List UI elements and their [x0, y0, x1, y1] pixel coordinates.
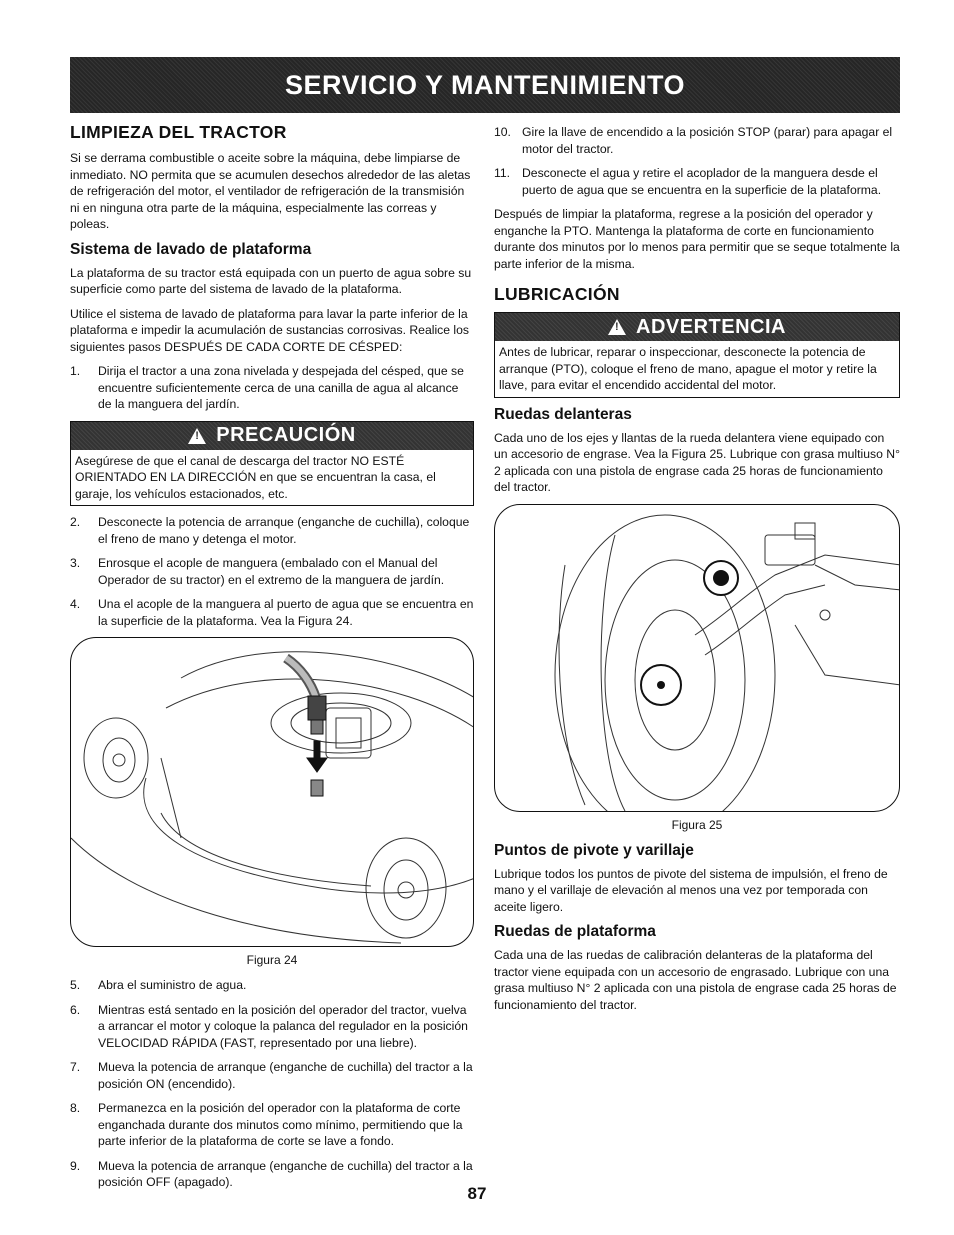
deck-wash-p1: La plataforma de su tractor está equipada con un puerto de agua sobre su superficie como parte del sistema de lavado de la plataforma.: [70, 265, 472, 296]
step-item: [70, 596, 474, 629]
step-number: 8.: [70, 1101, 81, 1115]
step-item: [494, 124, 900, 157]
step-text: Desconecte la potencia de arranque (enganche de cuchilla), coloque el freno de mano y detenga el motor.: [98, 515, 470, 546]
warning-header: [495, 313, 899, 341]
front-wheels-title: Ruedas delanteras: [494, 405, 632, 423]
page-number: 87: [467, 1184, 487, 1203]
section-banner: [70, 57, 900, 113]
right-column: [494, 124, 900, 1021]
front-wheel-drawing: [495, 505, 900, 811]
step-number: 11.: [494, 166, 511, 180]
warning-triangle-icon: [188, 428, 206, 444]
step-number: 1.: [70, 364, 81, 378]
step-item: [70, 363, 474, 413]
warning-box: [494, 312, 900, 398]
step-number: 4.: [70, 597, 81, 611]
front-wheels-text: Cada uno de los ejes y llantas de la rueda delantera viene equipado con un accesorio de engrase. Vea la Figura 25. Lubrique con grasa multiuso N° 2 aplicada con una pistola de engrase cada 25 horas de funcionamiento del tractor.: [494, 430, 900, 494]
figure-24-caption: Figura 24: [246, 953, 298, 967]
step-text: Gire la llave de encendido a la posición STOP (parar) para apagar el motor del tractor.: [522, 125, 893, 156]
step-item: [70, 1059, 474, 1092]
caution-header: [71, 422, 473, 450]
deck-wash-p2: Utilice el sistema de lavado de plataforma para lavar la parte inferior de la plataforma e impedir la acumulación de sustancias corrosivas. Realice los siguientes pasos DESPUÉS DE CADA CORTE DE CÉSPED:: [70, 306, 469, 354]
step-text: Mientras está sentado en la posición del operador del tractor, vuelva a arrancar el motor y coloque la palanca del regulador en la posición VELOCIDAD RÁPIDA (FAST, representado por una liebre).: [98, 1002, 468, 1050]
caution-label: PRECAUCIÓN: [216, 424, 356, 446]
step-number: 3.: [70, 556, 81, 570]
section-banner-title: SERVICIO Y MANTENIMIENTO: [284, 69, 686, 100]
step-text: Una el acople de la manguera al puerto de agua que se encuentra en la superficie de la plataforma. Vea la Figura 24.: [98, 597, 474, 628]
deck-wheels-text: Cada una de las ruedas de calibración delanteras de la plataforma del tractor viene equipada con un accesorio de engrasado. Lubrique con una grasa multiuso N° 2 aplicada con una pistola de engrase cada 25 horas de funcionamiento del tractor.: [494, 948, 897, 1012]
step-number: 6.: [70, 1002, 81, 1017]
pivot-title: Puntos de pivote y varillaje: [494, 841, 694, 859]
step-number: 7.: [70, 1060, 81, 1074]
deck-wash-title: Sistema de lavado de plataforma: [70, 240, 312, 258]
step-item: [70, 1100, 474, 1150]
warning-text: Antes de lubricar, reparar o inspeccionar, desconecte la potencia de arranque (PTO), coloque el freno de mano, apague el motor y retire la llave, para evitar el encendido accidental del motor.: [499, 345, 877, 392]
step-item: [70, 1002, 474, 1052]
step-number: 10.: [494, 125, 511, 139]
step-number: 2.: [70, 515, 81, 529]
caution-text: Asegúrese de que el canal de descarga del tractor NO ESTÉ ORIENTADO EN LA DIRECCIÓN en que se encuentran la casa, el garaje, los vehículos estacionados, etc.: [75, 453, 436, 501]
warning-triangle-icon: [608, 319, 626, 335]
cleaning-title: LIMPIEZA DEL TRACTOR: [70, 122, 287, 142]
step-text: Enrosque el acople de manguera (embalado con el Manual del Operador de su tractor) en el extremo de la manguera de jardín.: [98, 556, 445, 587]
step-text: Desconecte el agua y retire el acoplador de la manguera desde el puerto de agua que se encuentra en la superficie de la plataforma.: [522, 166, 882, 197]
cleaning-intro: Si se derrama combustible o aceite sobre la máquina, debe limpiarse de inmediato. NO permita que se acumulen desechos alrededor de las aletas de refrigeración del motor, el ventilador de refrigeración de la transmisión ni en ninguna otra parte de la máquina, especialmente las correas y poleas.: [70, 151, 471, 231]
step-item: [70, 555, 474, 588]
step-text: Permanezca en la posición del operador con la plataforma de corte enganchada durante dos minutos como mínimo, permitiendo que la parte inferior de la plataforma de corte se lave a fondo.: [98, 1101, 463, 1148]
step-number: 9.: [70, 1158, 81, 1173]
step-text: Abra el suministro de agua.: [98, 978, 247, 992]
step-text: Mueva la potencia de arranque (enganche de cuchilla) del tractor a la posición ON (encendido).: [98, 1060, 473, 1091]
after-clean-text: Después de limpiar la plataforma, regrese a la posición del operador y enganche la PTO. Mantenga la plataforma de corte en funcionamiento durante dos minutos por lo menos para permitir que se seque totalmente la parte inferior de la misma.: [494, 207, 900, 271]
figure-25-caption: Figura 25: [671, 817, 723, 832]
step-item: [70, 514, 474, 547]
figure-25-illustration: [494, 504, 900, 812]
mower-deck-drawing: [71, 638, 474, 946]
deck-wheels-title: Ruedas de plataforma: [494, 923, 656, 940]
left-column: [70, 122, 474, 1199]
step-text: Dirija el tractor a una zona nivelada y despejada del césped, que se encuentre suficientemente cerca de una canilla de agua al alcance de la manguera del jardín.: [98, 364, 464, 411]
caution-box: [70, 421, 474, 507]
pivot-text: Lubrique todos los puntos de pivote del sistema de impulsión, el freno de mano y el varillaje de elevación al menos una vez por temporada con aceite ligero.: [494, 866, 888, 914]
step-item: [494, 165, 900, 198]
step-number: 5.: [70, 978, 81, 992]
lubrication-title: LUBRICACIÓN: [494, 284, 620, 304]
step-item: [70, 977, 474, 994]
warning-label: ADVERTENCIA: [636, 315, 786, 338]
step-text: Mueva la potencia de arranque (enganche de cuchilla) del tractor a la posición OFF (apagado).: [98, 1158, 473, 1189]
figure-24-illustration: [70, 637, 474, 947]
